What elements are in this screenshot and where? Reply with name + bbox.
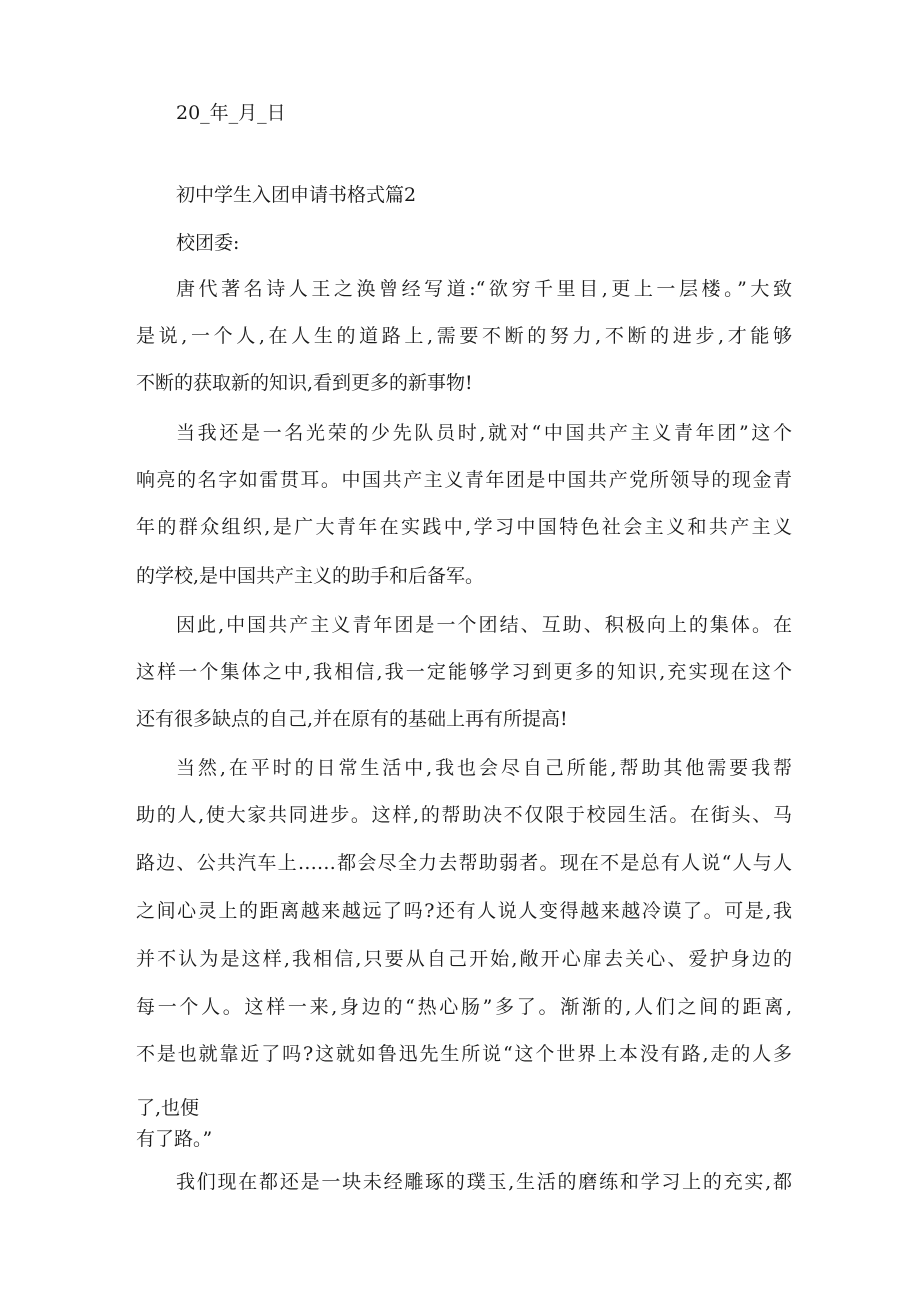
paragraph-line: 我们现在都还是一块未经雕琢的璞玉,生活的磨练和学习上的充实,都	[176, 1171, 792, 1193]
paragraph-line: 路边、公共汽车上……都会尽全力去帮助弱者。现在不是总有人说“人与人	[136, 852, 792, 874]
paragraph-line: 的学校,是中国共产主义的助手和后备军。	[136, 565, 485, 587]
paragraph-line: 每一个人。这样一来,身边的“热心肠”多了。渐渐的,人们之间的距离,	[136, 996, 792, 1018]
paragraph-line: 当我还是一名光荣的少先队员时,就对“中国共产主义青年团”这个	[176, 422, 792, 444]
paragraph-line: 因此,中国共产主义青年团是一个团结、互助、积极向上的集体。在	[176, 614, 792, 636]
paragraph-line: 不是也就靠近了吗?这就如鲁迅先生所说“这个世界上本没有路,走的人多	[136, 1043, 792, 1065]
paragraph-line: 这样一个集体之中,我相信,我一定能够学习到更多的知识,充实现在这个	[136, 661, 792, 683]
paragraph-line: 并不认为是这样,我相信,只要从自己开始,敞开心扉去关心、爱护身边的	[136, 948, 792, 970]
paragraph-line: 是说,一个人,在人生的道路上,需要不断的努力,不断的进步,才能够	[136, 325, 792, 347]
date-line: 20_年_月_日	[176, 102, 286, 124]
paragraph-line: 响亮的名字如雷贯耳。中国共产主义青年团是中国共产党所领导的现金青	[136, 469, 792, 491]
paragraph-line: 助的人,使大家共同进步。这样,的帮助决不仅限于校园生活。在街头、马	[136, 804, 792, 826]
paragraph-line: 还有很多缺点的自己,并在原有的基础上再有所提高!	[136, 708, 568, 730]
page-heading: 初中学生入团申请书格式篇2	[176, 184, 417, 206]
paragraph-line: 唐代著名诗人王之涣曾经写道:“欲穷千里目,更上一层楼。”大致	[176, 278, 792, 300]
paragraph-line: 当然,在平时的日常生活中,我也会尽自己所能,帮助其他需要我帮	[176, 757, 792, 779]
paragraph-line: 年的群众组织,是广大青年在实践中,学习中国特色社会主义和共产主义	[136, 516, 792, 538]
paragraph-line: 不断的获取新的知识,看到更多的新事物!	[136, 372, 473, 394]
paragraph-line: 之间心灵上的距离越来越远了吗?还有人说人变得越来越冷谟了。可是,我	[136, 900, 792, 922]
paragraph-line: 了,也便	[136, 1097, 200, 1119]
salutation: 校团委:	[176, 232, 240, 254]
paragraph-line: 有了路。”	[136, 1128, 213, 1150]
